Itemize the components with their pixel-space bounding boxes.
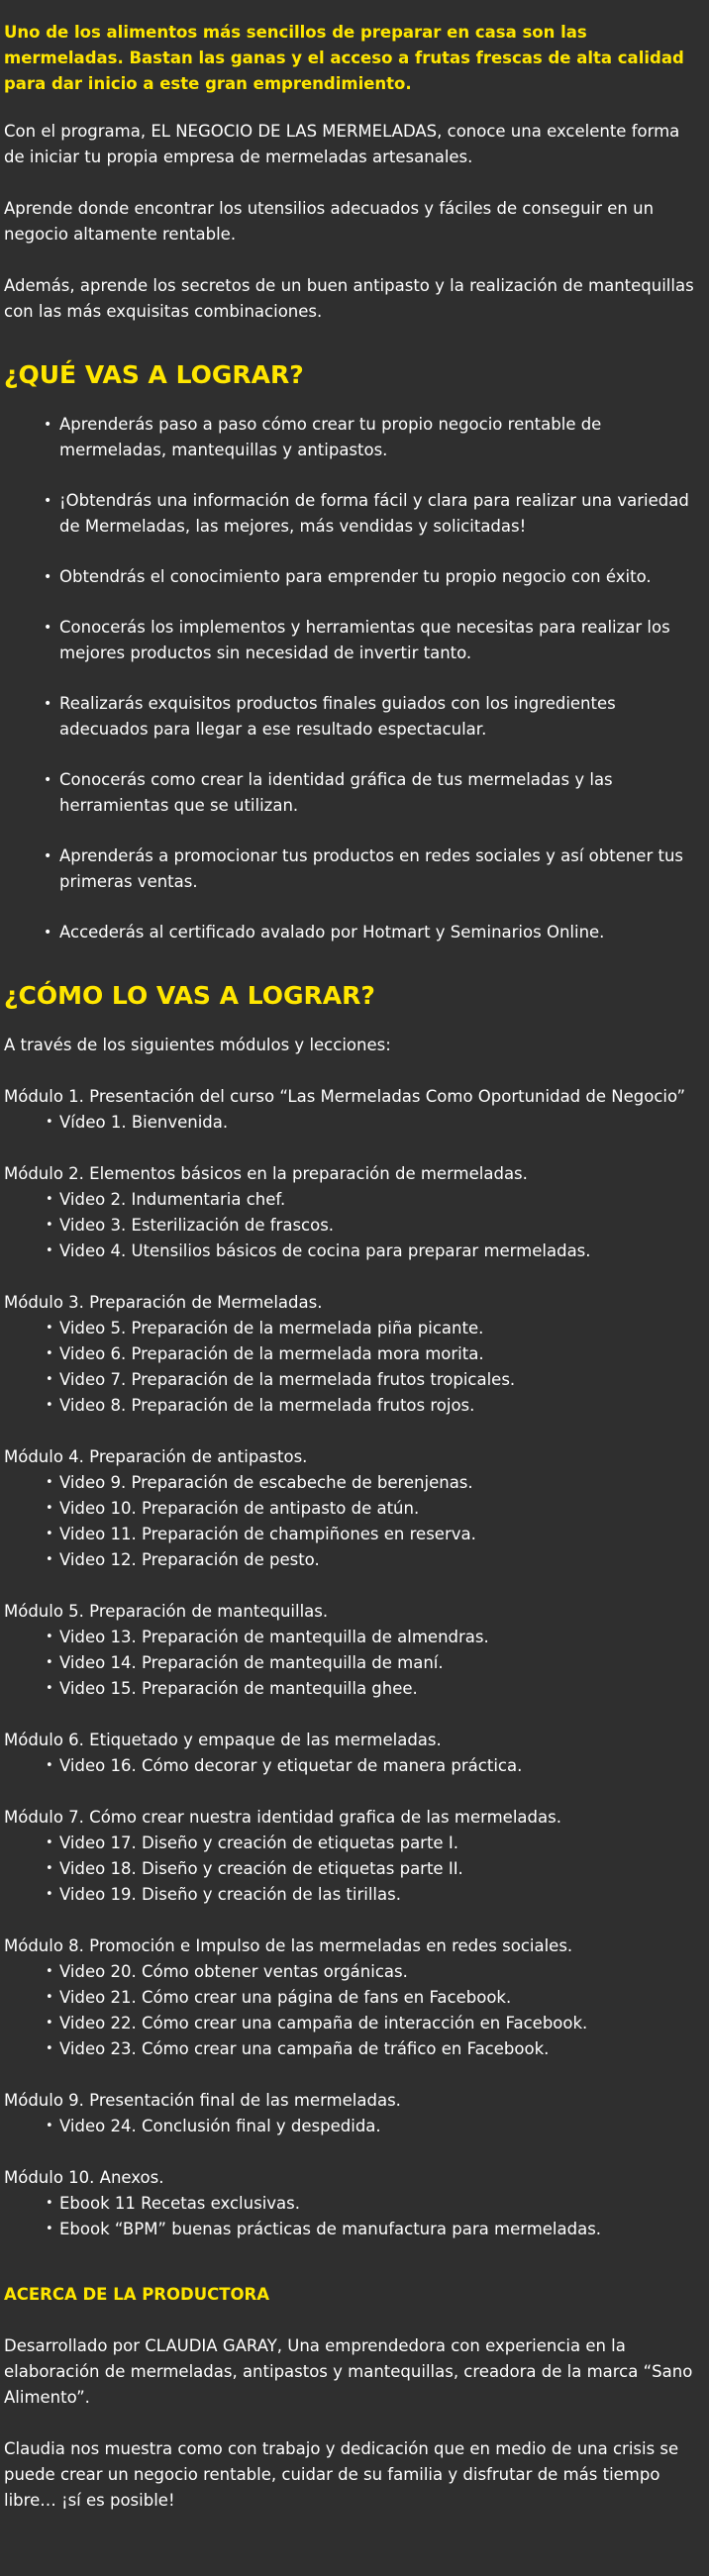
module-title: Módulo 2. Elementos básicos en la preparación de mermeladas. (4, 1164, 528, 1183)
lesson-item: • Video 5. Preparación de la mermelada piña picante. (46, 1316, 697, 1341)
lesson-item: • Video 18. Diseño y creación de etiquetas parte II. (46, 1856, 697, 1882)
module-title: Módulo 5. Preparación de mantequillas. (4, 1602, 329, 1621)
lesson-list (4, 1959, 697, 2062)
lesson-list (4, 1470, 697, 1573)
lesson-item: • Video 10. Preparación de antipasto de atún. (46, 1496, 697, 1522)
lesson-item: • Video 24. Conclusión final y despedida. (46, 2114, 697, 2139)
lesson-item: • Video 2. Indumentaria chef. (46, 1187, 697, 1213)
lesson-item: • Video 3. Esterilización de frascos. (46, 1213, 697, 1238)
module-title: Módulo 9. Presentación final de las mermeladas. (4, 2091, 401, 2110)
lesson-list (4, 1110, 697, 1136)
lesson-item: • Ebook “BPM” buenas prácticas de manufactura para mermeladas. (46, 2217, 697, 2242)
module-block (4, 1290, 697, 1419)
module-block (4, 1444, 697, 1573)
lesson-item: • Ebook 11 Recetas exclusivas. (46, 2191, 697, 2217)
module-title: Módulo 3. Preparación de Mermeladas. (4, 1293, 323, 1312)
lesson-item: • Video 9. Preparación de escabeche de berenjenas. (46, 1470, 697, 1496)
about-paragraph: Desarrollado por CLAUDIA GARAY, Una emprendedora con experiencia en la elaboración de mermeladas, antipastos y mantequillas, creadora de la marca “Sano Alimento”. (4, 2336, 693, 2407)
goal-item: • Aprenderás a promocionar tus productos en redes sociales y así obtener tus primeras ventas. (44, 843, 697, 895)
module-block (4, 2165, 697, 2242)
lesson-item: • Video 23. Cómo crear una campaña de tráfico en Facebook. (46, 2036, 697, 2062)
module-title: Módulo 4. Preparación de antipastos. (4, 1447, 308, 1466)
module-block (4, 1599, 697, 1702)
goals-heading: ¿QUÉ VAS A LOGRAR? (4, 360, 304, 389)
lesson-list (4, 1625, 697, 1702)
goals-list (4, 412, 697, 945)
intro-highlight: Uno de los alimentos más sencillos de preparar en casa son las mermeladas. Bastan las ganas y el acceso a frutas frescas de alta calidad para dar inicio a este gran emprendimiento. (4, 23, 684, 93)
lesson-item: • Vídeo 1. Bienvenida. (46, 1110, 697, 1136)
module-block (4, 1161, 697, 1264)
goal-item: • Realizarás exquisitos productos finales guiados con los ingredientes adecuados para llegar a ese resultado espectacular. (44, 691, 697, 743)
lesson-item: • Video 14. Preparación de mantequilla de maní. (46, 1650, 697, 1676)
lesson-item: • Video 4. Utensilios básicos de cocina para preparar mermeladas. (46, 1238, 697, 1264)
how-heading: ¿CÓMO LO VAS A LOGRAR? (4, 981, 375, 1010)
module-block (4, 1805, 697, 1908)
lesson-item: • Video 20. Cómo obtener ventas orgánicas. (46, 1959, 697, 1985)
modules-lead: A través de los siguientes módulos y lecciones: (4, 1036, 391, 1054)
goal-item: • Aprenderás paso a paso cómo crear tu propio negocio rentable de mermeladas, mantequillas y antipastos. (44, 412, 697, 463)
module-block (4, 1933, 697, 2062)
goal-item: • Accederás al certificado avalado por Hotmart y Seminarios Online. (44, 920, 697, 945)
lesson-item: • Video 12. Preparación de pesto. (46, 1547, 697, 1573)
intro-paragraph: Aprende donde encontrar los utensilios adecuados y fáciles de conseguir en un negocio altamente rentable. (4, 199, 655, 244)
module-title: Módulo 10. Anexos. (4, 2168, 164, 2187)
lesson-list (4, 2191, 697, 2242)
goal-item: • ¡Obtendrás una información de forma fácil y clara para realizar una variedad de Mermeladas, las mejores, más vendidas y solicitadas! (44, 488, 697, 540)
module-title: Módulo 8. Promoción e Impulso de las mermeladas en redes sociales. (4, 1936, 573, 1955)
module-block (4, 1084, 697, 1136)
goal-item: • Conocerás los implementos y herramientas que necesitas para realizar los mejores productos sin necesidad de invertir tanto. (44, 615, 697, 666)
goal-item: • Obtendrás el conocimiento para emprender tu propio negocio con éxito. (44, 564, 697, 590)
lesson-item: • Video 8. Preparación de la mermelada frutos rojos. (46, 1393, 697, 1419)
lesson-list (4, 1831, 697, 1908)
lesson-list (4, 1187, 697, 1264)
lesson-item: • Video 17. Diseño y creación de etiquetas parte I. (46, 1831, 697, 1856)
lesson-item: • Video 15. Preparación de mantequilla ghee. (46, 1676, 697, 1702)
lesson-list (4, 2114, 697, 2139)
goal-item: • Conocerás como crear la identidad gráfica de tus mermeladas y las herramientas que se utilizan. (44, 767, 697, 819)
lesson-item: • Video 16. Cómo decorar y etiquetar de manera práctica. (46, 1753, 697, 1779)
lesson-item: • Video 22. Cómo crear una campaña de interacción en Facebook. (46, 2011, 697, 2036)
lesson-item: • Video 6. Preparación de la mermelada mora morita. (46, 1341, 697, 1367)
intro-paragraph: Con el programa, EL NEGOCIO DE LAS MERMELADAS, conoce una excelente forma de iniciar tu propia empresa de mermeladas artesanales. (4, 122, 680, 166)
lesson-item: • Video 7. Preparación de la mermelada frutos tropicales. (46, 1367, 697, 1393)
about-paragraph: Claudia nos muestra como con trabajo y dedicación que en medio de una crisis se puede crear un negocio rentable, cuidar de su familia y disfrutar de más tiempo libre… ¡sí es posible! (4, 2439, 679, 2510)
lesson-list (4, 1753, 697, 1779)
lesson-item: • Video 13. Preparación de mantequilla de almendras. (46, 1625, 697, 1650)
module-block (4, 2088, 697, 2139)
lesson-item: • Video 21. Cómo crear una página de fans en Facebook. (46, 1985, 697, 2011)
module-title: Módulo 6. Etiquetado y empaque de las mermeladas. (4, 1731, 442, 1749)
lesson-item: • Video 11. Preparación de champiñones en reserva. (46, 1522, 697, 1547)
module-block (4, 1728, 697, 1779)
module-title: Módulo 7. Cómo crear nuestra identidad grafica de las mermeladas. (4, 1808, 561, 1827)
lesson-item: • Video 19. Diseño y creación de las tirillas. (46, 1882, 697, 1908)
intro-paragraph: Además, aprende los secretos de un buen antipasto y la realización de mantequillas con las más exquisitas combinaciones. (4, 276, 694, 321)
about-heading: ACERCA DE LA PRODUCTORA (4, 2285, 270, 2304)
lesson-list (4, 1316, 697, 1419)
module-title: Módulo 1. Presentación del curso “Las Mermeladas Como Oportunidad de Negocio” (4, 1087, 686, 1106)
modules-list (4, 1084, 697, 2242)
